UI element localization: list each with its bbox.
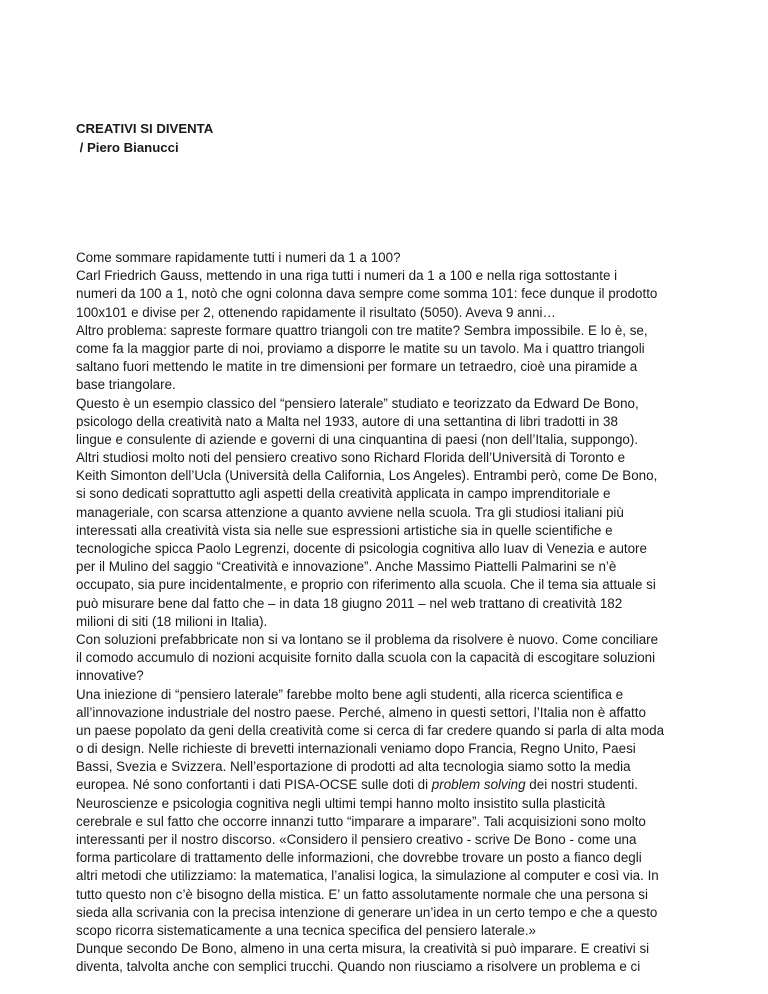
body-line: Altri studiosi molto noti del pensiero creativo sono Richard Florida dell’Università di Toronto e (76, 450, 626, 466)
body-lines-group (76, 795, 708, 977)
body-line: manageriale, con scarsa attenzione a quanto avviene nella scuola. Tra gli studiosi italiani più (76, 504, 624, 520)
body-line: Con soluzioni prefabbricate non si va lontano se il problema da risolvere è nuovo. Come conciliare (76, 631, 659, 647)
body-line (76, 776, 708, 794)
body-line-text: dei nostri studenti. (525, 777, 638, 793)
body-line: o di design. Nelle richieste di brevetti internazionali veniamo dopo Francia, Regno Unito, Paesi (76, 741, 636, 757)
body-line: Neuroscienze e psicologia cognitiva negli ultimi tempi hanno molto insistito sulla plasticità (76, 795, 606, 811)
body-line: cerebrale e sul fatto che occorre innanzi tutto “imparare a imparare”. Tali acquisizioni sono molto (76, 813, 646, 829)
body-line: innovative? (76, 668, 144, 684)
body-line: forma particolare di trattamento delle informazioni, che dovrebbe trovare un posto a fianco degli (76, 850, 642, 866)
body-line: 100x101 e divise per 2, ottenendo rapidamente il risultato (5050). Aveva 9 anni… (76, 304, 556, 320)
body-line: interessati alla creatività vista sia nelle sue espressioni artistiche sia in quelle scientifiche e (76, 522, 613, 538)
body-line: occupato, sia pure incidentalmente, e proprio con riferimento alla scuola. Che il tema sia attuale si (76, 577, 656, 593)
body-line: tutto questo non c’è bisogno della mistica. E’ un fatto assolutamente normale che una persona si (76, 886, 648, 902)
document-title: CREATIVI SI DIVENTA (76, 121, 214, 136)
body-line: Dunque secondo De Bono, almeno in una certa misura, la creatività si può imparare. E creativi si (76, 941, 650, 957)
body-line-italic: problem solving (431, 777, 526, 793)
body-line: scopo ricorra sistematicamente a una tecnica specifica del pensiero laterale.» (76, 922, 536, 938)
document-body (76, 249, 708, 977)
body-line: numeri da 100 a 1, notò che ogni colonna dava sempre come somma 101: fece dunque il prodotto (76, 286, 658, 302)
body-line: il comodo accumulo di nozioni acquisite fornito dalla scuola con la capacità di escogitare soluzioni (76, 650, 656, 666)
body-line: base triangolare. (76, 377, 176, 393)
body-line: come fa la maggior parte di noi, proviamo a disporre le matite su un tavolo. Ma i quattro triangoli (76, 340, 645, 356)
body-line-text: europea. Né sono confortanti i dati PISA-OCSE sulle doti di (76, 777, 432, 793)
body-line: psicologo della creatività nato a Malta nel 1933, autore di una settantina di libri tradotti in 38 (76, 413, 618, 429)
body-line: per il Mulino del saggio “Creatività e innovazione”. Anche Massimo Piattelli Palmarini se n’è (76, 559, 617, 575)
body-line: può misurare bene dal fatto che – in data 18 giugno 2011 – nel web trattano di creatività 182 (76, 595, 623, 611)
body-line: Carl Friedrich Gauss, mettendo in una riga tutti i numeri da 1 a 100 e nella riga sottostante i (76, 268, 618, 284)
body-line: Questo è un esempio classico del “pensiero laterale” studiato e teorizzato da Edward De Bono, (76, 395, 639, 411)
body-line: lingue e consulente di aziende e governi di una cinquantina di paesi (non dell’Italia, suppongo). (76, 431, 639, 447)
body-line: Una iniezione di “pensiero laterale” farebbe molto bene agli studenti, alla ricerca scientifica e (76, 686, 624, 702)
body-line: saltano fuori mettendo le matite in tre dimensioni per formare un tetraedro, cioè una piramide a (76, 359, 638, 375)
body-line: tecnologiche spicca Paolo Legrenzi, docente di psicologia cognitiva allo Iuav di Venezia e autore (76, 541, 647, 556)
body-line: sieda alla scrivania con la precisa intenzione di generare un’idea in un certo tempo e che a questo (76, 904, 658, 920)
body-line: Come sommare rapidamente tutti i numeri da 1 a 100? (76, 250, 401, 265)
body-line: altri metodi che utilizziamo: la matematica, l’analisi logica, la simulazione al computer e così via. In (76, 868, 659, 884)
body-line: milioni di siti (18 milioni in Italia). (76, 613, 268, 629)
document-author: / Piero Bianucci (76, 140, 179, 155)
body-line: si sono dedicati soprattutto agli aspetti della creatività applicata in campo imprenditoriale e (76, 486, 611, 502)
body-line: un paese popolato da geni della creatività come si cerca di far credere quando si parla di alta moda (76, 722, 665, 738)
body-line: all’innovazione industriale del nostro paese. Perché, almeno in questi settori, l’Italia non è affatto (76, 704, 646, 720)
body-line: interessanti per il nostro discorso. «Considero il pensiero creativo - scrive De Bono - come una (76, 832, 637, 847)
body-line: diventa, talvolta anche con semplici trucchi. Quando non riusciamo a risolvere un problema e ci (76, 959, 641, 975)
body-line: Bassi, Svezia e Svizzera. Nell’esportazione di prodotti ad alta tecnologia siamo sotto la media (76, 759, 631, 775)
body-line: Keith Simonton dell’Ucla (Università della California, Los Angeles). Entrambi però, come De Bono, (76, 468, 658, 484)
body-lines-group (76, 249, 708, 776)
body-line: Altro problema: sapreste formare quattro triangoli con tre matite? Sembra impossibile. E lo è, se, (76, 322, 648, 338)
